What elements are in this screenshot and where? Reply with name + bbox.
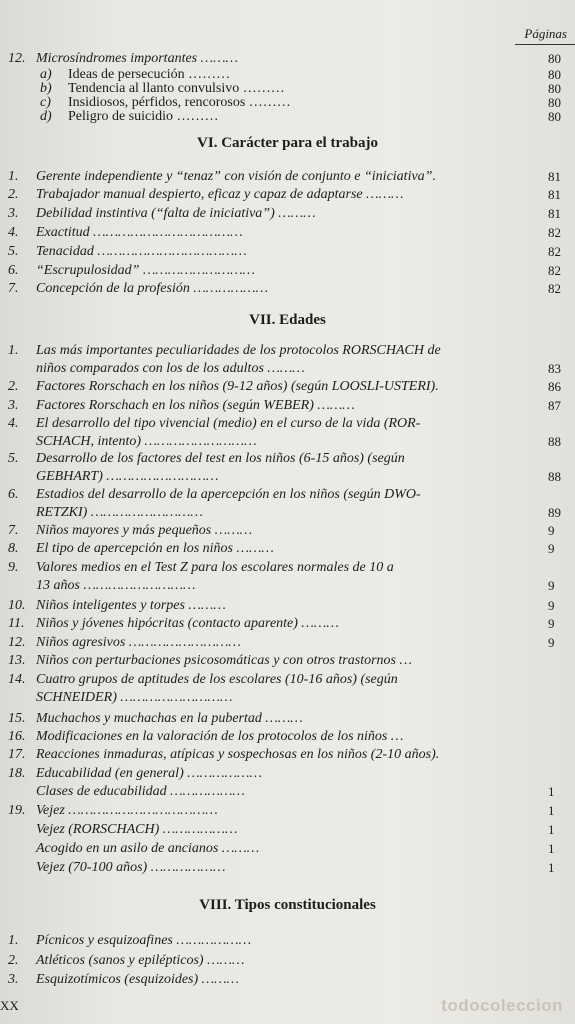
toc-item-continuation: [0, 689, 575, 707]
toc-item-page: 86: [548, 379, 561, 394]
toc-subitem-text: Insidiosos, pérfidos, rencorosos ………: [68, 95, 291, 110]
toc-item-number: 4.: [8, 225, 19, 240]
toc-item: [0, 783, 575, 801]
toc-item: [0, 280, 575, 298]
toc-item: [0, 710, 575, 728]
toc-item-page: 82: [548, 225, 561, 240]
toc-item-text: Vejez (RORSCHACH) ………………: [36, 822, 238, 837]
toc-item-page: 81: [548, 206, 561, 221]
toc-item-number: 2.: [8, 379, 19, 394]
toc-subitem-letter: d): [40, 109, 52, 124]
toc-item: [0, 540, 575, 558]
toc-item: [0, 186, 575, 204]
toc-item-text: Factores Rorschach en los niños (según WEBER) ………: [36, 398, 355, 413]
toc-item: [0, 932, 575, 950]
toc-item-continuation: [0, 360, 575, 378]
toc-item-text: Niños agresivos ………………………: [36, 635, 241, 650]
toc-item-page: 81: [548, 169, 561, 184]
toc-item: [0, 634, 575, 652]
toc-item: [0, 615, 575, 633]
toc-item: [0, 224, 575, 242]
toc-item-text: Niños inteligentes y torpes ………: [36, 598, 226, 613]
toc-item-text: Exactitud ………………………………: [36, 225, 243, 240]
toc-item: [0, 522, 575, 540]
toc-item-number: 12.: [8, 635, 26, 650]
toc-item: [0, 728, 575, 746]
toc-item-text: Valores medios en el Test Z para los escolares normales de 10 a: [36, 560, 394, 575]
toc-item-number: 2.: [8, 187, 19, 202]
toc-item-text: Niños mayores y más pequeños ………: [36, 523, 253, 538]
toc-item-text: Tenacidad ………………………………: [36, 244, 247, 259]
toc-item: [0, 952, 575, 970]
toc-item: [0, 840, 575, 858]
toc-item: [0, 486, 575, 504]
toc-item-text-cont: 13 años ………………………: [36, 578, 196, 593]
toc-item-page: 9: [548, 598, 555, 613]
toc-item-continuation: [0, 504, 575, 522]
toc-item: [0, 168, 575, 186]
toc-item-page: 80: [548, 95, 561, 110]
toc-item-text: Pícnicos y esquizoafines ………………: [36, 933, 252, 948]
toc-item-number: 14.: [8, 672, 26, 687]
section-title: VI. Carácter para el trabajo: [197, 135, 378, 151]
toc-subitem-letter: a): [40, 67, 52, 82]
toc-item-number: 12.: [8, 51, 26, 66]
toc-item-number: 17.: [8, 747, 26, 762]
toc-item-page: 80: [548, 109, 561, 124]
toc-item-text: Reacciones inmaduras, atípicas y sospechosas en los niños (2-10 años).: [36, 747, 440, 762]
toc-item-text: Gerente independiente y “tenaz” con visión de conjunto e “iniciativa”.: [36, 169, 436, 184]
toc-item-page: 82: [548, 263, 561, 278]
toc-item-page: 88: [548, 469, 561, 484]
toc-item: [0, 378, 575, 396]
toc-item-page: 9: [548, 635, 555, 650]
toc-item: [0, 205, 575, 223]
toc-item-text: Vejez (70-100 años) ………………: [36, 860, 226, 875]
toc-item-number: 18.: [8, 766, 26, 781]
toc-item: [0, 243, 575, 261]
toc-item-text: Muchachos y muchachas en la pubertad ………: [36, 711, 303, 726]
toc-item-page: 1: [548, 822, 555, 837]
toc-item-text-cont: SCHNEIDER) ………………………: [36, 690, 233, 705]
toc-item-number: 10.: [8, 598, 26, 613]
toc-item-text: Clases de educabilidad ………………: [36, 784, 245, 799]
toc-item-page: 81: [548, 187, 561, 202]
toc-item-text: Esquizotímicos (esquizoides) ………: [36, 972, 239, 987]
toc-item-page: 80: [548, 67, 561, 82]
toc-item: [0, 597, 575, 615]
toc-item-number: 2.: [8, 953, 19, 968]
toc-item: [0, 671, 575, 689]
toc-item-page: 89: [548, 505, 561, 520]
toc-item-text: “Escrupulosidad” ………………………: [36, 263, 255, 278]
toc-item-number: 15.: [8, 711, 26, 726]
toc-item-number: 1.: [8, 933, 19, 948]
toc-item: [0, 802, 575, 820]
toc-item-text: Vejez ………………………………: [36, 803, 218, 818]
toc-item-text: El desarrollo del tipo vivencial (medio) en el curso de la vida (ROR-: [36, 416, 421, 431]
toc-item-page: 1: [548, 860, 555, 875]
toc-item: [0, 746, 575, 764]
toc-item-text: Acogido en un asilo de ancianos ………: [36, 841, 260, 856]
toc-item-number: 5.: [8, 451, 19, 466]
toc-item-text: Factores Rorschach en los niños (9-12 años) (según LOOSLI-USTERI).: [36, 379, 439, 394]
toc-subitem-letter: b): [40, 81, 52, 96]
toc-item-text: Concepción de la profesión ………………: [36, 281, 269, 296]
toc-item-number: 7.: [8, 281, 19, 296]
toc-subitem-text: Peligro de suicidio ………: [68, 109, 219, 124]
toc-item: [0, 342, 575, 360]
section-title: VII. Edades: [249, 312, 326, 328]
toc-item-number: 1.: [8, 169, 19, 184]
toc-item-text: Educabilidad (en general) ………………: [36, 766, 262, 781]
toc-item-page: 1: [548, 784, 555, 799]
toc-item-number: 6.: [8, 263, 19, 278]
toc-item-number: 3.: [8, 972, 19, 987]
toc-item-page: 1: [548, 841, 555, 856]
toc-item-page: 80: [548, 51, 561, 66]
toc-item-page: 9: [548, 578, 555, 593]
toc-item-continuation: [0, 433, 575, 451]
watermark-logo: todocoleccion: [441, 996, 563, 1015]
toc-item: [0, 971, 575, 989]
toc-item-number: 8.: [8, 541, 19, 556]
toc-item-page: 1: [548, 803, 555, 818]
toc-item-continuation: [0, 577, 575, 595]
toc-item-text: Atléticos (sanos y epilépticos) ………: [36, 953, 245, 968]
toc-subitem-text: Ideas de persecución ………: [68, 67, 231, 82]
toc-item-page: 80: [548, 81, 561, 96]
toc-item-text: El tipo de apercepción en los niños ………: [36, 541, 274, 556]
toc-item-text-cont: GEBHART) ………………………: [36, 469, 219, 484]
toc-item-page: 9: [548, 616, 555, 631]
toc-item-text: Las más importantes peculiaridades de los protocolos RORSCHACH de: [36, 343, 441, 358]
toc-item-page: 82: [548, 244, 561, 259]
toc-item-text: Trabajador manual despierto, eficaz y capaz de adaptarse ………: [36, 187, 404, 202]
toc-subitem: [0, 108, 575, 126]
toc-item-text: Desarrollo de los factores del test en los niños (6-15 años) (según: [36, 451, 405, 466]
page-number: XX: [0, 998, 19, 1013]
toc-item-number: 9.: [8, 560, 19, 575]
toc-subitem-letter: c): [40, 95, 51, 110]
toc-item-continuation: [0, 468, 575, 486]
toc-item-number: 7.: [8, 523, 19, 538]
paginas-header: Páginas: [524, 26, 567, 41]
toc-item-number: 6.: [8, 487, 19, 502]
toc-item-number: 13.: [8, 653, 26, 668]
toc-item-text-cont: RETZKI) ………………………: [36, 505, 203, 520]
toc-subitem-text: Tendencia al llanto convulsivo ………: [68, 81, 285, 96]
toc-item-page: 87: [548, 398, 561, 413]
toc-item: [0, 397, 575, 415]
toc-item-text: Microsíndromes importantes ………: [36, 51, 238, 66]
toc-item-text: Cuatro grupos de aptitudes de los escolares (10-16 años) (según: [36, 672, 398, 687]
toc-item-number: 11.: [8, 616, 25, 631]
toc-item-number: 4.: [8, 416, 19, 431]
toc-item-text: Debilidad instintiva (“falta de iniciativa”) ………: [36, 206, 316, 221]
toc-item-number: 19.: [8, 803, 26, 818]
toc-item: [0, 559, 575, 577]
section-title: VIII. Tipos constitucionales: [199, 897, 376, 913]
toc-item: [0, 262, 575, 280]
toc-item-text: Niños con perturbaciones psicosomáticas y con otros trastornos …: [36, 653, 412, 668]
toc-item-page: 88: [548, 434, 561, 449]
toc-item-page: 83: [548, 361, 561, 376]
toc-item-text-cont: SCHACH, intento) ………………………: [36, 434, 257, 449]
toc-item-number: 3.: [8, 398, 19, 413]
toc-item-text: Estadios del desarrollo de la apercepción en los niños (según DWO-: [36, 487, 421, 502]
toc-item: [0, 821, 575, 839]
toc-item-text-cont: niños comparados con los de los adultos ………: [36, 361, 305, 376]
header-rule: [515, 44, 575, 45]
toc-item: [0, 652, 575, 670]
toc-item: [0, 859, 575, 877]
toc-item-page: 9: [548, 541, 555, 556]
toc-item-number: 1.: [8, 343, 19, 358]
toc-item-number: 3.: [8, 206, 19, 221]
toc-item-text: Niños y jóvenes hipócritas (contacto aparente) ………: [36, 616, 339, 631]
toc-item-number: 5.: [8, 244, 19, 259]
toc-item-text: Modificaciones en la valoración de los protocolos de los niños …: [36, 729, 404, 744]
toc-item-page: 9: [548, 523, 555, 538]
toc-item-page: 82: [548, 281, 561, 296]
toc-item-number: 16.: [8, 729, 26, 744]
toc-item: [0, 765, 575, 783]
toc-item: [0, 415, 575, 433]
toc-item: [0, 450, 575, 468]
